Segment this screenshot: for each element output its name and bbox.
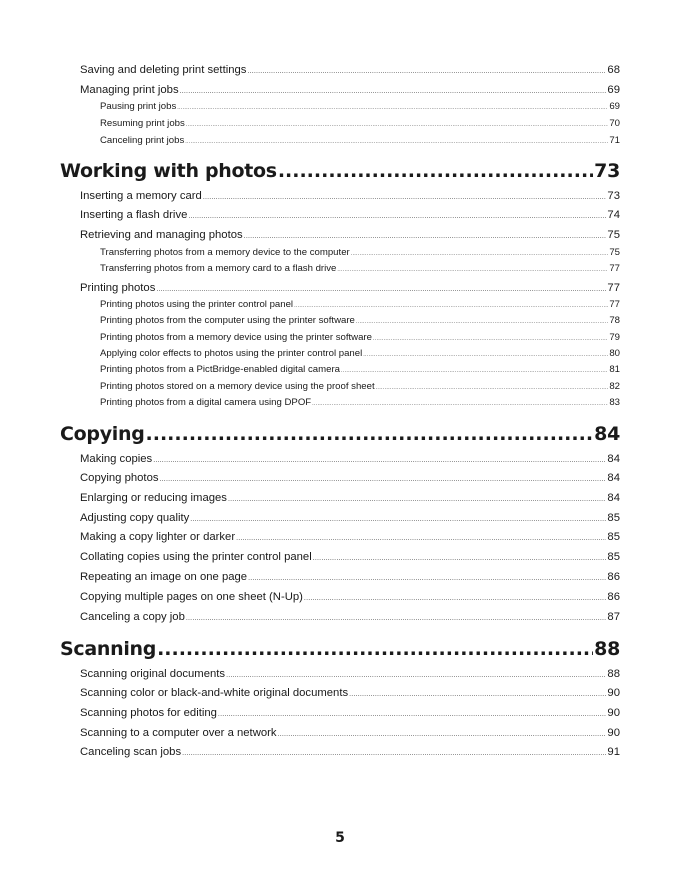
toc-chapter-entry[interactable] [60,160,620,184]
toc-entry-title: Adjusting copy quality [80,512,190,524]
toc-entry-page: 90 [607,727,620,739]
toc-section-entry[interactable] [80,611,620,627]
toc-dot-leader [185,139,608,145]
toc-entry-title: Applying color effects to photos using the printer control panel [100,348,363,359]
toc-entry-title: Making a copy lighter or darker [80,531,236,543]
toc-entry-title: Printing photos from a memory device using the printer software [100,332,372,343]
toc-entry-title: Saving and deleting print settings [80,64,247,76]
toc-entry-page: 84 [594,423,620,445]
toc-entry-page: 83 [609,397,620,408]
toc-subsection-entry[interactable] [100,332,620,346]
toc-dot-leader [182,750,606,757]
toc-dot-leader [190,516,606,523]
toc-subsection-entry[interactable] [100,348,620,362]
toc-entry-title: Enlarging or reducing images [80,492,227,504]
toc-subsection-entry[interactable] [100,397,620,411]
toc-entry-page: 70 [609,118,620,129]
toc-dot-leader [153,457,606,464]
toc-dot-leader [156,286,606,293]
toc-dot-leader [228,496,606,503]
toc-entry-title: Canceling a copy job [80,611,185,623]
toc-dot-leader [203,194,607,201]
toc-entry-page: 87 [607,611,620,623]
toc-section-entry[interactable] [80,209,620,225]
toc-dot-leader [376,385,609,391]
toc-section-entry[interactable] [80,492,620,508]
toc-section-entry[interactable] [80,282,620,298]
toc-entry-page: 85 [607,531,620,543]
toc-dot-leader [160,476,607,483]
toc-entry-title: Collating copies using the printer control panel [80,551,312,563]
toc-dot-leader [248,575,606,582]
toc-entry-page: 84 [607,492,620,504]
toc-chapter-entry[interactable] [60,423,620,447]
toc-entry-page: 74 [607,209,620,221]
toc-entry-page: 82 [609,381,620,392]
toc-entry-title: Canceling print jobs [100,135,185,146]
toc-entry-page: 91 [607,746,620,758]
toc-entry-page: 69 [607,84,620,96]
toc-entry-page: 69 [609,101,620,112]
toc-entry-title: Printing photos from the computer using the printer software [100,315,355,326]
toc-dot-leader [177,105,608,111]
toc-subsection-entry[interactable] [100,263,620,277]
toc-subsection-entry[interactable] [100,101,620,115]
toc-entry-title: Repeating an image on one page [80,571,248,583]
toc-section-entry[interactable] [80,531,620,547]
toc-entry-page: 71 [609,135,620,146]
toc-dot-leader [278,731,607,738]
toc-entry-page: 68 [607,64,620,76]
toc-entry-title: Scanning to a computer over a network [80,727,277,739]
toc-dot-leader [278,160,593,182]
toc-entry-title: Copying multiple pages on one sheet (N-Up) [80,591,303,603]
toc-section-entry[interactable] [80,591,620,607]
toc-entry-title: Printing photos from a digital camera using DPOF [100,397,312,408]
toc-entry-page: 84 [607,453,620,465]
toc-dot-leader [180,88,607,95]
toc-entry-page: 73 [594,160,620,182]
toc-subsection-entry[interactable] [100,364,620,378]
toc-section-entry[interactable] [80,746,620,762]
toc-entry-title: Resuming print jobs [100,118,185,129]
toc-section-entry[interactable] [80,687,620,703]
toc-dot-leader [218,711,607,718]
toc-entry-title: Inserting a memory card [80,190,202,202]
toc-entry-page: 84 [607,472,620,484]
toc-entry-title: Scanning color or black-and-white original documents [80,687,349,699]
toc-section-entry[interactable] [80,512,620,528]
toc-subsection-entry[interactable] [100,247,620,261]
toc-entry-title: Printing photos from a PictBridge-enabled digital camera [100,364,340,375]
toc-entry-page: 85 [607,512,620,524]
toc-section-entry[interactable] [80,229,620,245]
toc-dot-leader [186,615,607,622]
toc-subsection-entry[interactable] [100,315,620,329]
toc-entry-title: Transferring photos from a memory card to a flash drive [100,263,337,274]
toc-chapter-entry[interactable] [60,638,620,662]
toc-dot-leader [349,691,606,698]
toc-section-entry[interactable] [80,453,620,469]
toc-entry-page: 88 [607,668,620,680]
toc-entry-page: 80 [609,348,620,359]
toc-entry-page: 86 [607,571,620,583]
toc-entry-page: 79 [609,332,620,343]
toc-dot-leader [157,638,593,660]
toc-dot-leader [341,368,608,374]
toc-section-entry[interactable] [80,707,620,723]
toc-dot-leader [373,336,608,342]
toc-dot-leader [294,303,608,309]
toc-entry-title: Scanning photos for editing [80,707,217,719]
toc-dot-leader [244,233,607,240]
toc-dot-leader [146,423,594,445]
toc-entry-title: Making copies [80,453,153,465]
toc-entry-title: Copying [60,423,145,445]
toc-entry-page: 77 [609,299,620,310]
toc-entry-page: 86 [607,591,620,603]
toc-entry-title: Scanning original documents [80,668,226,680]
toc-entry-page: 90 [607,687,620,699]
toc-entry-page: 73 [607,190,620,202]
toc-section-entry[interactable] [80,84,620,100]
toc-dot-leader [236,535,606,542]
toc-dot-leader [337,267,608,273]
toc-entry-page: 85 [607,551,620,563]
toc-entry-title: Transferring photos from a memory device to the computer [100,247,350,258]
toc-entry-page: 81 [609,364,620,375]
toc-entry-title: Printing photos [80,282,156,294]
toc-entry-title: Printing photos using the printer control panel [100,299,294,310]
toc-dot-leader [247,68,606,75]
toc-entry-title: Printing photos stored on a memory device using the proof sheet [100,381,375,392]
toc-dot-leader [351,251,609,257]
toc-entry-page: 90 [607,707,620,719]
toc-dot-leader [312,401,608,407]
toc-entry-title: Canceling scan jobs [80,746,182,758]
toc-dot-leader [363,352,608,358]
toc-section-entry[interactable] [80,472,620,488]
toc-section-entry[interactable] [80,571,620,587]
toc-section-entry[interactable] [80,64,620,80]
toc-entry-title: Inserting a flash drive [80,209,188,221]
toc-section-entry[interactable] [80,668,620,684]
toc-dot-leader [186,122,609,128]
page-number: 5 [335,830,345,846]
toc-entry-page: 77 [607,282,620,294]
toc-entry-page: 75 [607,229,620,241]
toc-subsection-entry[interactable] [100,381,620,395]
toc-entry-page: 77 [609,263,620,274]
toc-dot-leader [188,213,606,220]
toc-entry-page: 75 [609,247,620,258]
toc-entry-page: 88 [594,638,620,660]
toc-subsection-entry[interactable] [100,135,620,149]
toc-entry-title: Working with photos [60,160,277,182]
toc-entry-title: Managing print jobs [80,84,179,96]
toc-subsection-entry[interactable] [100,118,620,132]
toc-dot-leader [313,555,607,562]
toc-dot-leader [304,595,607,602]
toc-entry-page: 78 [609,315,620,326]
toc-subsection-entry[interactable] [100,299,620,313]
toc-section-entry[interactable] [80,727,620,743]
toc-section-entry[interactable] [80,551,620,567]
toc-entry-title: Pausing print jobs [100,101,177,112]
toc-entry-title: Copying photos [80,472,159,484]
toc-entry-title: Retrieving and managing photos [80,229,243,241]
toc-section-entry[interactable] [80,190,620,206]
toc-entry-title: Scanning [60,638,157,660]
toc-dot-leader [356,319,608,325]
toc-dot-leader [226,672,606,679]
